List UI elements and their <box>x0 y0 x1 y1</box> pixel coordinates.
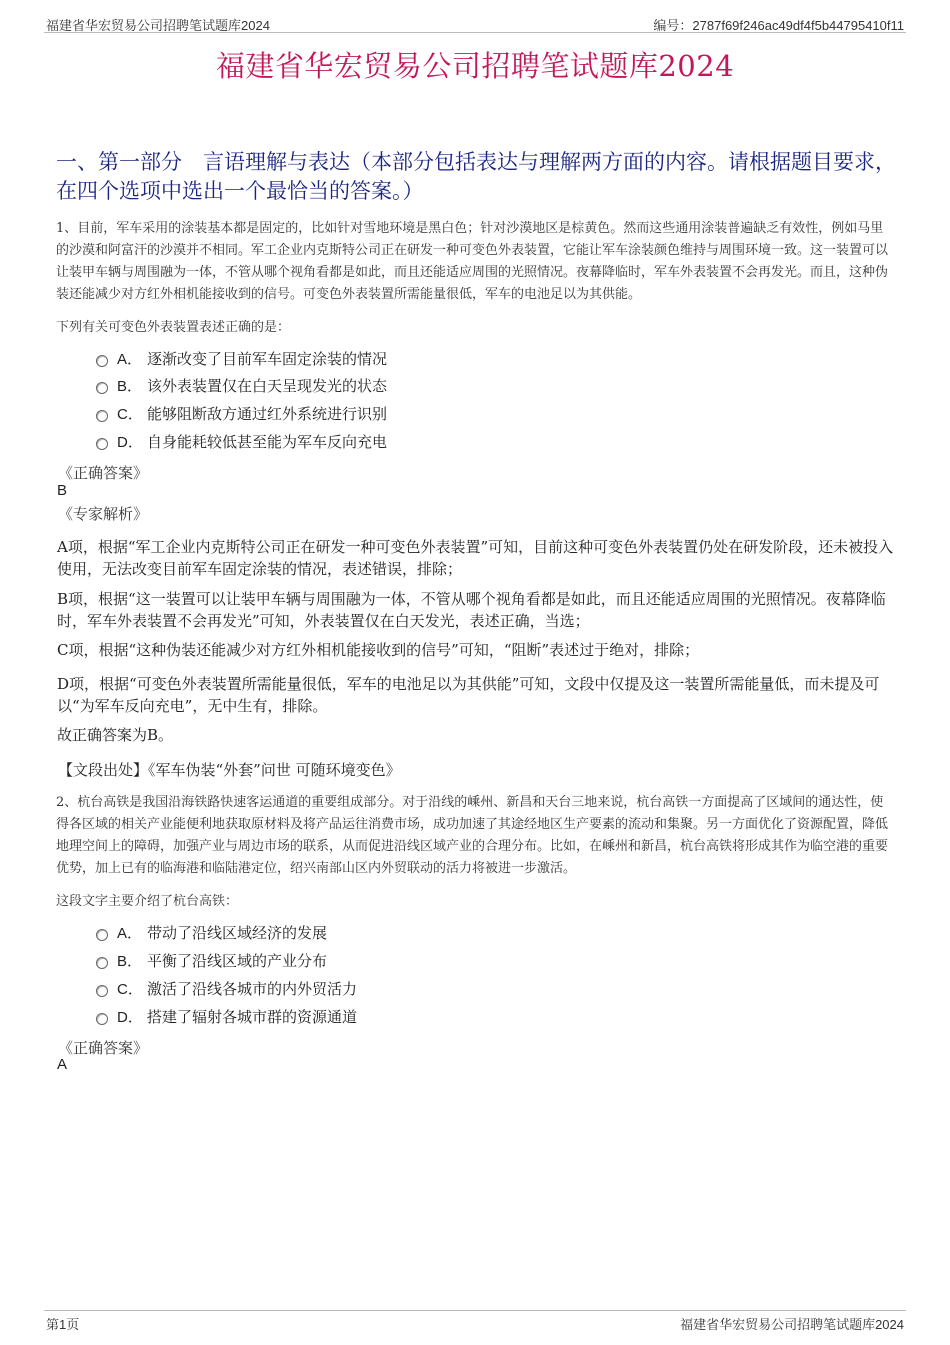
radio-button-icon[interactable] <box>96 355 108 367</box>
radio-button-icon[interactable] <box>96 985 108 997</box>
option-letter: D． <box>117 434 143 451</box>
option-text: 带动了沿线区域经济的发展 <box>147 924 328 942</box>
radio-button-icon[interactable] <box>96 1013 108 1025</box>
analysis-paragraph: B项，根据“这一装置可以让装甲车辆与周围融为一体，不管从哪个视角看都是如此，而且还能适应周围的光照情况。夜幕降临时，军车外表装置不会再发光”可知，外表装置仅在白天发光，表述正确，当选； <box>57 590 886 630</box>
option-text: 平衡了沿线区域的产业分布 <box>147 952 328 970</box>
question-1-answer: B <box>57 482 68 499</box>
question-1-answer-label: 《正确答案》 <box>58 464 149 482</box>
option-text: 搭建了辐射各城市群的资源通道 <box>147 1008 358 1026</box>
question-2-prompt: 这段文字主要介绍了杭台高铁： <box>56 894 239 909</box>
header-doc-title: 福建省华宏贸易公司招聘笔试题库2024 <box>46 18 270 33</box>
question-1-passage: 1、目前，军车采用的涂装基本都是固定的，比如针对雪地环境是黑白色；针对沙漠地区是棕黄色。然而这些通用涂装普遍缺乏有效性，例如马里的沙漠和阿富汗的沙漠并不相同。军工企业内克斯特公司正在研发一种可变色外表装置，它能让军车涂装颜色维持与周围环境一致。这一装置可以让装甲车辆与周围融为一体，不管从哪个视角看都是如此，而且还能适应周围的光照情况。夜幕降临时，军车外表装置不会再发光。而且，这种伪装还能减少对方红外相机能接收到的信号。可变色外表装置所需能量很低，军车的电池足以为其供能。 <box>56 221 889 302</box>
radio-button-icon[interactable] <box>96 410 108 422</box>
section-title: 一、第一部分 言语理解与表达（本部分包括表达与理解两方面的内容。请根据题目要求，在四个选项中选出一个最恰当的答案。） <box>56 150 896 203</box>
option-letter: A． <box>117 925 143 942</box>
radio-button-icon[interactable] <box>96 957 108 969</box>
question-1-analysis-label: 《专家解析》 <box>58 505 149 523</box>
option-text: 该外表装置仅在白天呈现发光的状态 <box>147 377 388 395</box>
radio-button-icon[interactable] <box>96 929 108 941</box>
option-text: 激活了沿线各城市的内外贸活力 <box>147 980 358 998</box>
option-letter: D． <box>117 1009 143 1026</box>
page-footer <box>44 1310 906 1331</box>
question-2-answer-label: 《正确答案》 <box>58 1039 149 1057</box>
page-number: 第1页 <box>46 1317 80 1332</box>
analysis-paragraph: A项，根据“军工企业内克斯特公司正在研发一种可变色外表装置”可知，目前这种可变色外表装置仍处在研发阶段，还未被投入使用，无法改变目前军车固定涂装的情况，表述错误，排除； <box>57 538 894 578</box>
option-letter: C． <box>117 406 143 423</box>
radio-button-icon[interactable] <box>96 382 108 394</box>
page-title: 福建省华宏贸易公司招聘笔试题库2024 <box>215 49 735 83</box>
header-doc-id: 编号：2787f69f246ac49df4f5b44795410f11 <box>653 18 904 33</box>
option-text: 能够阻断敌方通过红外系统进行识别 <box>147 405 388 423</box>
option-letter: C． <box>117 981 143 998</box>
option-letter: B． <box>117 953 143 970</box>
analysis-paragraph: D项，根据“可变色外表装置所需能量很低，军车的电池足以为其供能”可知，文段中仅提及这一装置所需能量低，而未提及可以“为军车反向充电”，无中生有，排除。 <box>57 675 880 715</box>
footer-doc-title: 福建省华宏贸易公司招聘笔试题库2024 <box>680 1317 904 1332</box>
question-1-source: 【文段出处】《军车伪装“外套”问世 可随环境变色》 <box>58 761 401 779</box>
question-2-answer: A <box>57 1056 68 1073</box>
option-text: 逐渐改变了目前军车固定涂装的情况 <box>147 350 388 368</box>
option-text: 自身能耗较低甚至能为军车反向充电 <box>147 433 388 451</box>
analysis-paragraph: C项，根据“这种伪装还能减少对方红外相机能接收到的信号”可知，“阻断”表述过于绝对，排除； <box>57 641 700 659</box>
option-letter: B． <box>117 378 143 395</box>
option-letter: A． <box>117 351 143 368</box>
question-2-passage: 2、杭台高铁是我国沿海铁路快速客运通道的重要组成部分。对于沿线的嵊州、新昌和天台三地来说，杭台高铁一方面提高了区域间的通达性，使得各区域的相关产业能便利地获取原材料及将产品运往消费市场，成功加速了其途经地区生产要素的流动和集聚。另一方面优化了资源配置，降低地理空间上的障碍，加强产业与周边市场的联系，从而促进沿线区域产业的合理分布。比如，在嵊州和新昌，杭台高铁将形成其作为临空港的重要优势，加上已有的临海港和临陆港定位，绍兴南部山区内外贸联动的活力将被进一步激活。 <box>56 795 889 876</box>
page-header <box>44 14 906 33</box>
radio-button-icon[interactable] <box>96 438 108 450</box>
analysis-conclusion: 故正确答案为B。 <box>57 726 174 744</box>
question-1-prompt: 下列有关可变色外表装置表述正确的是： <box>56 320 291 335</box>
